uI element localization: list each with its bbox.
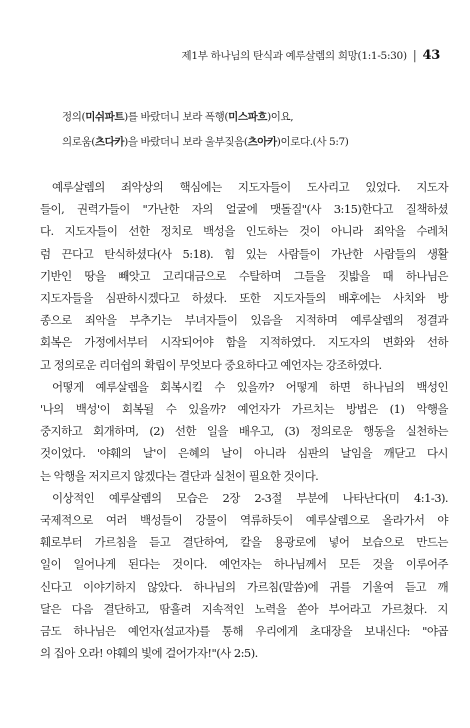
- text-line: 것이었다. '야훼의 날'이 은혜의 날이 아니라 심판의 날임을 깨닫고 다시: [40, 446, 448, 461]
- quote-line-1: [62, 110, 442, 124]
- paragraph: [40, 376, 448, 487]
- text-line: 들이, 권력가들이 "가난한 자의 얼굴에 맷돌질"(사 3:15)한다고 질책하셨: [40, 202, 448, 217]
- text-line: 다. 지도자들이 선한 정치로 백성을 인도하는 것이 아니라 죄악을 수레처: [40, 224, 448, 239]
- paragraph: [40, 487, 448, 665]
- running-title: 제1부 하나님의 탄식과 예루살렘의 희망(1:1-5:30): [181, 50, 407, 62]
- quote-text: )이요,: [267, 111, 294, 123]
- quote-line-2: [62, 135, 442, 149]
- body-text: [40, 176, 448, 664]
- text-line: '나의 백성'이 회복될 수 있을까? 예언자가 가르치는 방법은 (1) 악행을: [40, 402, 448, 417]
- header-divider: |: [412, 48, 417, 62]
- hebrew-term: 미스파흐: [228, 111, 268, 123]
- text-line: 럼 끈다고 탄식하셨다(사 5:18). 힘 있는 사람들이 가난한 사람들의 생활: [40, 246, 448, 261]
- paragraph: [40, 176, 448, 376]
- text-line: 달은 다음 결단하고, 땀흘려 지속적인 노력을 쏟아 부어라고 가르쳤다. 지: [40, 601, 448, 616]
- quote-text: 정의(: [62, 111, 86, 123]
- quote-text: 의로움(: [62, 136, 95, 148]
- text-line: 어떻게 예루살렘을 회복시킬 수 있을까? 어떻게 하면 하나님의 백성인: [52, 379, 448, 394]
- text-line: 이상적인 예루살렘의 모습은 2장 2-3절 부분에 나타난다(미 4:1-3).: [52, 490, 448, 505]
- text-line: 신다고 이야기하지 않았다. 하나님의 가르침(말씀)에 귀를 기울여 듣고 깨: [40, 579, 448, 594]
- text-line: 의 집아 오라! 야훼의 빛에 걸어가자!"(사 2:5).: [40, 646, 258, 661]
- text-line: 금도 하나님은 예언자(설교자)를 통해 우리에게 초대장을 보내신다: "야곱: [40, 624, 448, 639]
- text-line: 기반인 땅을 빼앗고 고리대금으로 수탈하며 그들을 짓밟을 때 하나님은: [40, 268, 448, 283]
- hebrew-term: 츠다카: [94, 136, 125, 148]
- quote-text: )를 바랐더니 보라 폭행(: [124, 111, 229, 123]
- text-line: 회복은 가정에서부터 시작되어야 함을 지적하였다. 지도자의 변화와 선하: [40, 335, 448, 350]
- text-line: 예루살렘의 죄악상의 핵심에는 지도자들이 도사리고 있었다. 지도자: [52, 180, 448, 194]
- scripture-quote: [62, 110, 442, 149]
- text-line: 지도자들을 심판하시겠다고 하셨다. 또한 지도자들의 배후에는 사치와 방: [40, 291, 448, 306]
- text-line: 일이 일어나게 된다는 것이다. 예언자는 하나님께서 모든 것을 이루어주: [40, 557, 448, 572]
- text-line: 고 정의로운 리더쉽의 확립이 무엇보다 중요하다고 예언자는 강조하였다.: [40, 357, 382, 372]
- page-number: 43: [422, 48, 440, 63]
- text-line: 훼로부터 가르침을 듣고 결단하여, 칼을 용광로에 넣어 보습으로 만드는: [40, 535, 448, 550]
- quote-text: )이로다.(사 5:7): [276, 136, 349, 148]
- text-line: 종으로 죄악을 부추기는 부녀자들이 있음을 지적하며 예루살렘의 정결과: [40, 313, 448, 328]
- hebrew-term: 츠아카: [247, 136, 277, 148]
- text-line: 중지하고 회개하며, (2) 선한 일을 배우고, (3) 정의로운 행동을 실천하는: [40, 424, 448, 439]
- hebrew-term: 미쉬파트: [85, 111, 125, 123]
- running-head: [182, 48, 441, 63]
- text-line: 국제적으로 여러 백성들이 강물이 역류하듯이 예루살렘으로 올라가서 야: [40, 513, 448, 528]
- text-line: 는 악행을 저지르지 않겠다는 결단과 실천이 필요한 것이다.: [40, 468, 319, 483]
- quote-text: )을 바랐더니 보라 울부짖음(: [124, 136, 248, 148]
